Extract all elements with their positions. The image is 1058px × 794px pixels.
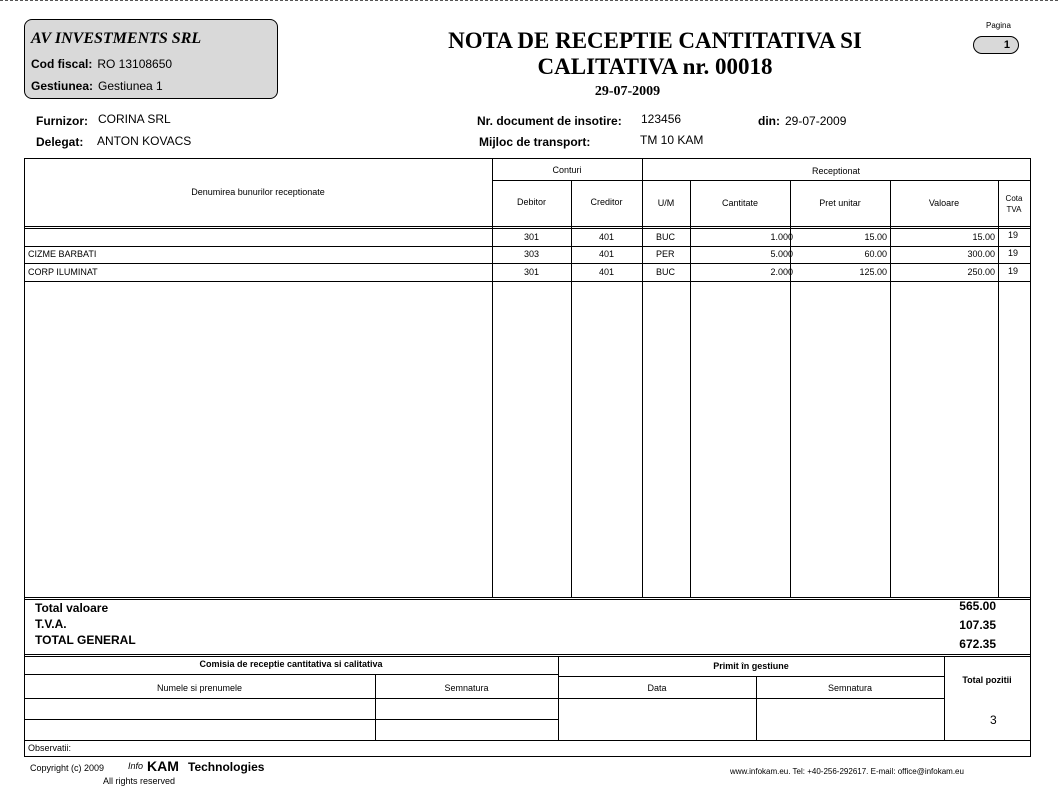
row-valoare: 300.00	[967, 249, 995, 259]
row-name: CIZME BARBATI	[28, 249, 97, 259]
footer-copyright: Copyright (c) 2009	[30, 763, 105, 773]
footer-kam-logo: KAM	[147, 758, 179, 774]
total-pozitii-label: Total pozitii	[962, 675, 1012, 685]
din-value: 29-07-2009	[785, 114, 847, 128]
tva-value: 107.35	[959, 618, 996, 632]
primit-data-header: Data	[647, 683, 667, 693]
gestiunea-value: Gestiunea 1	[98, 79, 163, 93]
row-cota: 19	[1008, 248, 1019, 258]
row-debitor: 301	[523, 232, 540, 242]
footer-info: Info	[128, 761, 144, 771]
furnizor-label: Furnizor:	[36, 114, 88, 128]
footer-technologies: Technologies	[188, 760, 265, 774]
row-cota: 19	[1008, 230, 1019, 240]
header-valoare: Valoare	[928, 198, 960, 208]
company-box	[24, 19, 278, 99]
footer-rights: All rights reserved	[103, 776, 176, 786]
transport-label: Mijloc de transport:	[479, 135, 591, 149]
title-line-1: NOTA DE RECEPTIE CANTITATIVA SI	[448, 28, 862, 53]
company-name: AV INVESTMENTS SRL	[31, 30, 202, 47]
row-debitor: 303	[523, 249, 540, 259]
row-cantitate: 2.000	[770, 267, 793, 277]
nr-doc-value: 123456	[641, 112, 682, 126]
transport-value: TM 10 KAM	[640, 133, 704, 147]
page-label: Pagina	[986, 21, 1011, 30]
row-debitor: 301	[523, 267, 540, 277]
top-dashed-border	[0, 0, 1058, 1]
row-pret: 60.00	[864, 249, 887, 259]
observatii-label: Observatii:	[28, 743, 72, 753]
row-creditor: 401	[598, 232, 615, 242]
title-line-2: CALITATIVA nr. 00018	[537, 54, 773, 79]
total-valoare-label: Total valoare	[35, 601, 109, 615]
row-name: CORP ILUMINAT	[28, 267, 98, 277]
commission-nume-header: Numele si prenumele	[156, 683, 243, 693]
row-cota: 19	[1008, 266, 1019, 276]
row-um: BUC	[656, 232, 676, 242]
row-um: BUC	[656, 267, 676, 277]
total-general-value: 672.35	[959, 637, 996, 651]
row-valoare: 250.00	[967, 267, 995, 277]
row-valoare: 15.00	[972, 232, 995, 242]
row-pret: 125.00	[859, 267, 887, 277]
total-pozitii-value: 3	[990, 713, 997, 727]
header-conturi: Conturi	[552, 165, 582, 175]
page-number: 1	[973, 36, 1019, 54]
row-creditor: 401	[598, 249, 615, 259]
header-cantitate: Cantitate	[721, 198, 759, 208]
gestiunea-row	[31, 79, 163, 93]
primit-title: Primit în gestiune	[713, 661, 789, 671]
nr-doc-label: Nr. document de insotire:	[477, 114, 622, 128]
document-date: 29-07-2009	[594, 84, 661, 99]
header-cota-tva: Cota TVA	[1005, 194, 1023, 214]
total-general-label: TOTAL GENERAL	[35, 633, 136, 647]
row-creditor: 401	[598, 267, 615, 277]
row-pret: 15.00	[864, 232, 887, 242]
delegat-value: ANTON KOVACS	[97, 134, 192, 148]
header-receptionat: Receptionat	[811, 166, 861, 176]
primit-semnatura-header: Semnatura	[827, 683, 873, 693]
row-um: PER	[656, 249, 675, 259]
header-debitor: Debitor	[516, 197, 546, 207]
cod-fiscal-value: RO 13108650	[97, 57, 173, 71]
gestiunea-label: Gestiunea:	[31, 79, 94, 93]
tva-label: T.V.A.	[35, 617, 67, 631]
footer-contact: www.infokam.eu. Tel: +40-256-292617. E-mail: office@infokam.eu	[730, 767, 964, 776]
commission-title: Comisia de receptie cantitativa si calitativa	[199, 659, 383, 669]
din-label: din:	[758, 114, 780, 128]
header-creditor: Creditor	[590, 197, 623, 207]
row-cantitate: 5.000	[770, 249, 793, 259]
delegat-label: Delegat:	[36, 135, 84, 149]
cod-fiscal-label: Cod fiscal:	[31, 57, 93, 71]
header-denumire: Denumirea bunurilor receptionate	[191, 187, 325, 197]
header-pret: Pret unitar	[819, 198, 861, 208]
cod-fiscal-row	[31, 57, 172, 71]
header-um: U/M	[657, 198, 675, 208]
commission-semnatura-header: Semnatura	[444, 683, 489, 693]
document-title	[380, 28, 930, 80]
row-cantitate: 1.000	[770, 232, 793, 242]
furnizor-value: CORINA SRL	[98, 112, 171, 126]
total-valoare-value: 565.00	[959, 599, 996, 613]
